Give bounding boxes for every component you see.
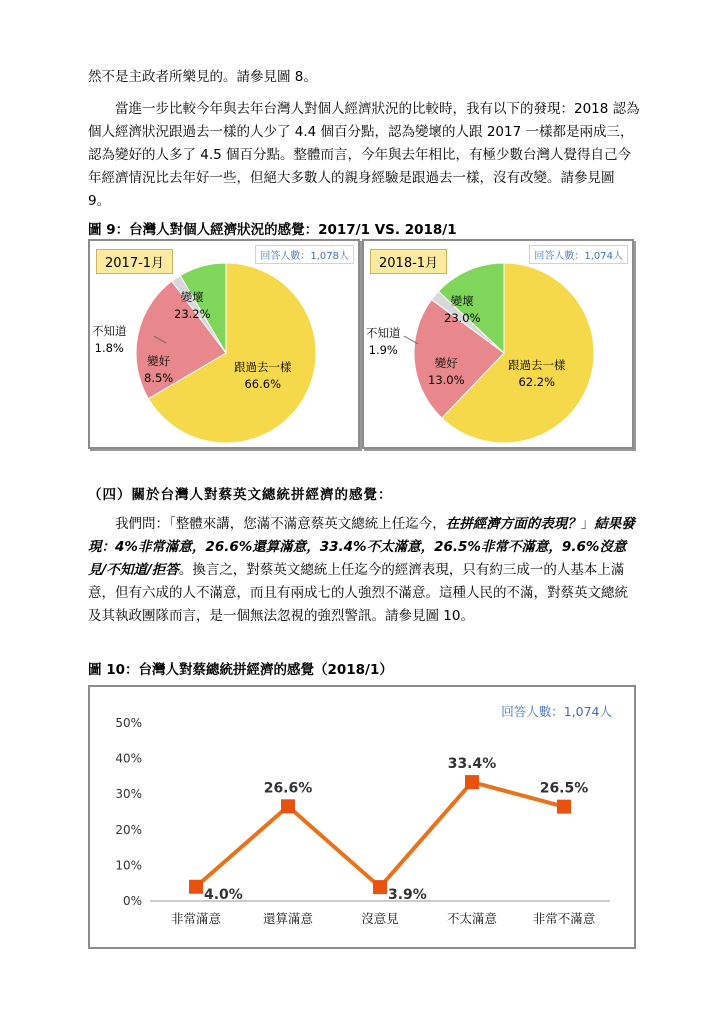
slice-label-better bbox=[144, 353, 173, 387]
category-label: 變好 bbox=[434, 356, 458, 370]
data-label: 26.6% bbox=[263, 780, 313, 797]
x-tick-label: 不太滿意 bbox=[446, 911, 498, 926]
slice-label-dont-know bbox=[366, 325, 401, 359]
paragraph-continuation bbox=[88, 66, 640, 89]
question-emphasis: 在拼經濟方面的表現？ bbox=[445, 516, 581, 532]
y-tick-label: 40% bbox=[115, 751, 142, 766]
paragraph-comparison bbox=[88, 98, 640, 213]
result-emphasis: 結果發現：4%非常滿意，26.6%還算滿意，33.4%不太滿意，26.5%非常不滿意，9.6%沒意見/不知道/拒答 bbox=[88, 516, 635, 578]
y-tick-label: 10% bbox=[115, 858, 142, 873]
y-tick-label: 30% bbox=[115, 787, 142, 802]
y-tick-label: 50% bbox=[115, 716, 142, 730]
category-label: 跟過去一樣 bbox=[234, 360, 292, 374]
series-line bbox=[196, 782, 564, 887]
y-tick-label: 20% bbox=[115, 822, 142, 837]
pie-chart-2018 bbox=[364, 241, 632, 447]
slice-label-worse bbox=[444, 293, 481, 327]
paragraph-text: 」 bbox=[580, 516, 595, 532]
x-tick-label: 非常滿意 bbox=[170, 911, 222, 926]
pie-panel-2018 bbox=[362, 239, 634, 449]
data-label: 4.0% bbox=[204, 886, 243, 903]
slice-label-better bbox=[428, 355, 465, 389]
respondents-label: 回答人數：1,078人 bbox=[255, 245, 354, 264]
line-chart bbox=[90, 687, 634, 947]
value-label: 8.5% bbox=[144, 371, 174, 385]
category-label: 變壞 bbox=[450, 294, 474, 308]
data-point bbox=[373, 880, 387, 894]
figure-10-caption: 圖 10：台灣人對蔡總統拼經濟的感覺（2018/1） bbox=[88, 662, 393, 678]
data-point bbox=[465, 775, 479, 789]
value-label: 66.6% bbox=[244, 377, 282, 391]
value-label: 62.2% bbox=[518, 375, 556, 389]
paragraph-text: 。換言之，對蔡英文總統上任迄今的經濟表現，只有約三成一的人基本上滿意，但有六成的人不滿意，而且有兩成七的人強烈不滿意。這種人民的不滿，對蔡英文總統及其執政團隊而言，是一個無法忽視的強烈警訊。請參見圖 10。 bbox=[88, 562, 628, 624]
data-point bbox=[281, 799, 295, 813]
value-label: 1.9% bbox=[368, 343, 398, 357]
paragraph-text: 我們問：「整體來講，您滿不滿意蔡英文總統上任迄今， bbox=[115, 516, 446, 532]
paragraph-survey-result bbox=[88, 513, 640, 628]
x-tick-label: 非常不滿意 bbox=[532, 911, 596, 926]
slice-label-dont-know bbox=[92, 323, 127, 357]
slice-label-same bbox=[508, 357, 566, 391]
respondents-label: 回答人數：1,074人 bbox=[501, 704, 612, 719]
pie-chart-2017 bbox=[90, 241, 358, 447]
value-label: 23.2% bbox=[174, 307, 211, 321]
slice-label-same bbox=[234, 359, 292, 393]
pie-panel-2017 bbox=[88, 239, 360, 449]
data-label: 26.5% bbox=[539, 780, 589, 797]
x-tick-label: 還算滿意 bbox=[262, 911, 314, 926]
data-point bbox=[557, 800, 571, 814]
period-tag: 2018-1月 bbox=[370, 249, 447, 274]
category-label: 跟過去一樣 bbox=[508, 358, 566, 372]
category-label: 變壞 bbox=[180, 290, 204, 304]
section-heading: （四）關於台灣人對蔡英文總統拼經濟的感覺： bbox=[88, 487, 393, 503]
value-label: 13.0% bbox=[428, 373, 465, 387]
value-label: 23.0% bbox=[444, 311, 481, 325]
paragraph-text: 然不是主政者所樂見的。請參見圖 8。 bbox=[88, 69, 317, 85]
data-label: 3.9% bbox=[388, 887, 427, 904]
y-tick-label: 0% bbox=[122, 894, 142, 908]
category-label: 不知道 bbox=[92, 324, 127, 338]
data-label: 33.4% bbox=[447, 756, 497, 773]
paragraph-text: 當進一步比較今年與去年台灣人對個人經濟狀況的比較時，我有以下的發現：2018 認為個人經濟狀況跟過去一樣的人少了 4.4 個百分點，認為變壞的人跟 2017 一樣都是兩成三，認為變好的人多了 4.5 個百分點。整體而言，今年與去年相比，有極少數台灣人覺得自己今年經濟情況比去年好一些，但絕大多數人的親身經驗是跟過去一樣，沒有改變。請參見圖 9。 bbox=[88, 101, 640, 209]
slice-label-worse bbox=[174, 289, 211, 323]
category-label: 不知道 bbox=[366, 326, 401, 340]
figure-9-caption: 圖 9：台灣人對個人經濟狀況的感覺：2017/1 VS. 2018/1 bbox=[88, 222, 457, 238]
data-point bbox=[189, 880, 203, 894]
line-chart-panel bbox=[88, 685, 636, 949]
x-tick-label: 沒意見 bbox=[361, 911, 399, 926]
pie-slices bbox=[414, 263, 594, 443]
value-label: 1.8% bbox=[94, 341, 124, 355]
category-label: 變好 bbox=[147, 354, 171, 368]
respondents-label: 回答人數：1,074人 bbox=[529, 245, 628, 264]
period-tag: 2017-1月 bbox=[96, 249, 173, 274]
